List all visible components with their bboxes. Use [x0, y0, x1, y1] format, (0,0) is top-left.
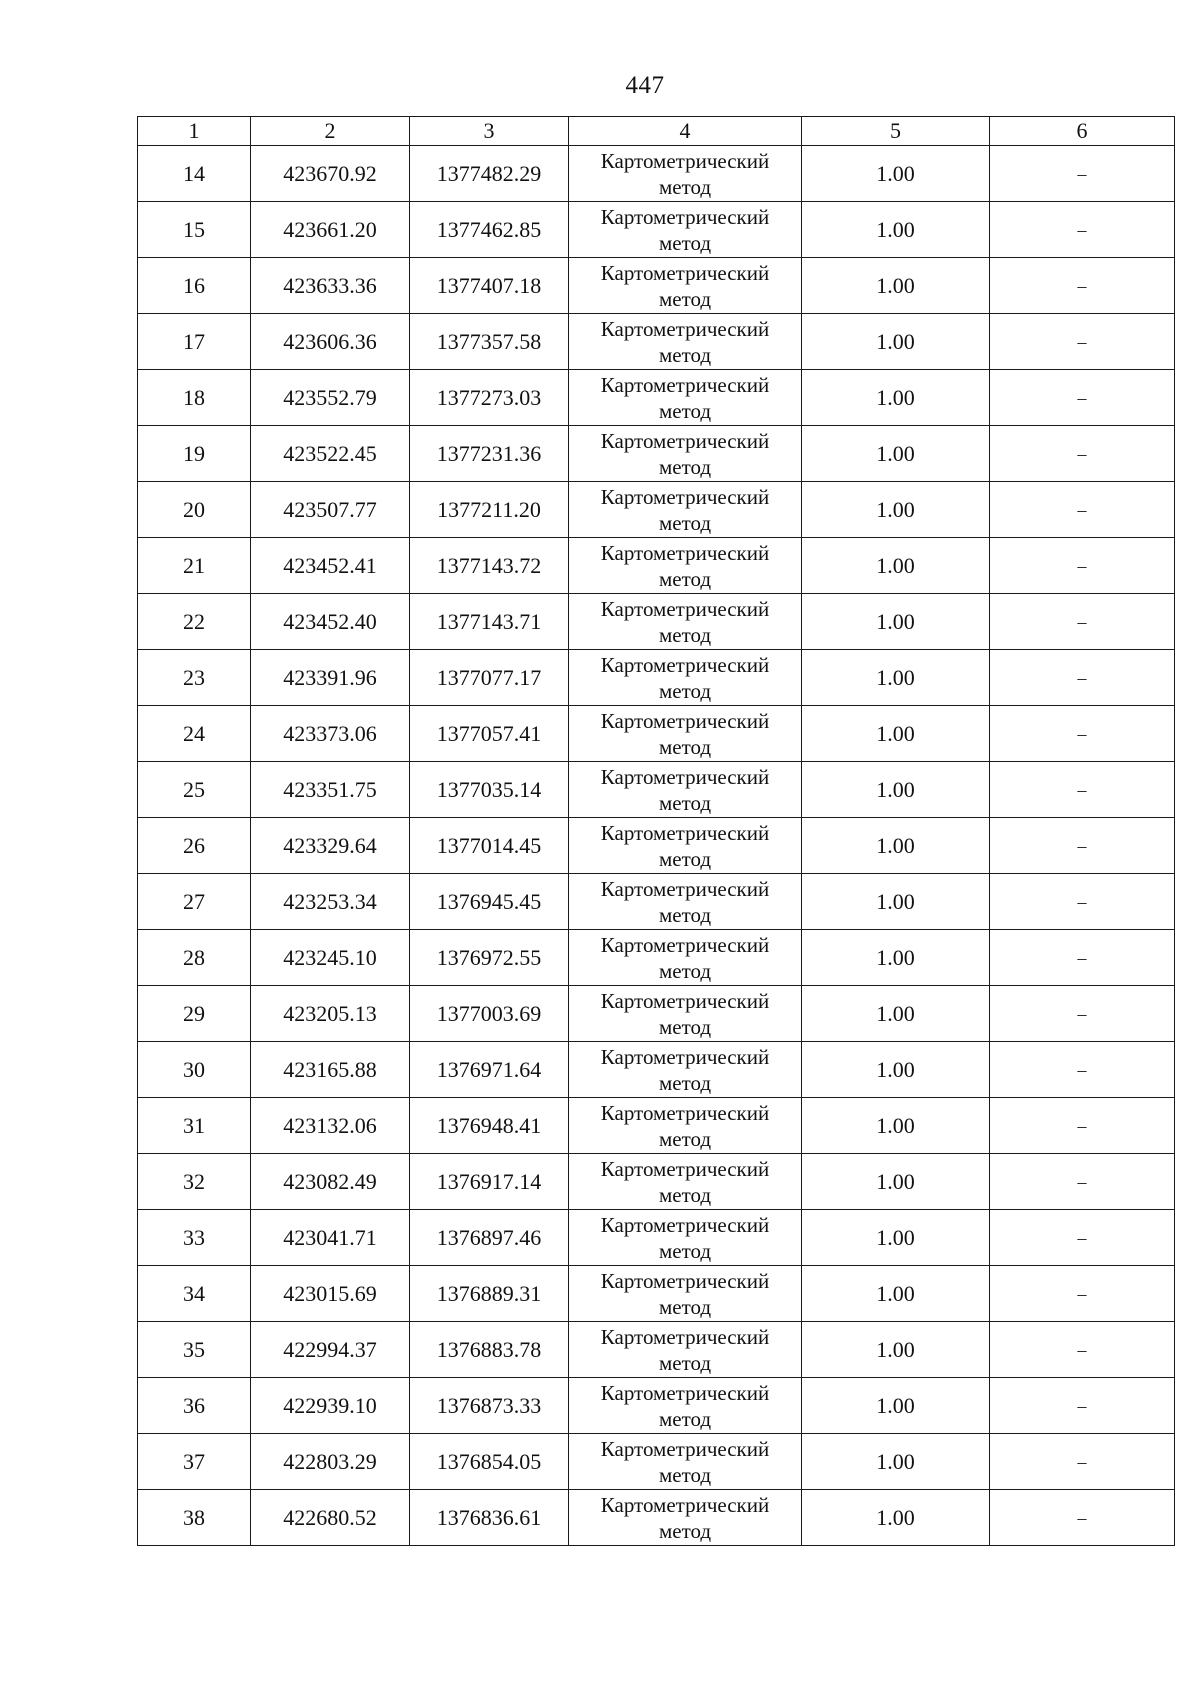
- method-line-2: метод: [658, 790, 712, 815]
- note-cell: –: [990, 1042, 1175, 1098]
- note-cell: –: [990, 426, 1175, 482]
- y-coordinate-cell: 1377035.14: [410, 762, 569, 818]
- x-coordinate-cell: 423670.92: [251, 146, 410, 202]
- method-line-1: Картометрический: [600, 596, 770, 621]
- x-coordinate-cell: 423507.77: [251, 482, 410, 538]
- table-row: [138, 818, 1175, 874]
- table-row: [138, 594, 1175, 650]
- table-row: [138, 258, 1175, 314]
- method-line-1: Картометрический: [600, 876, 770, 901]
- table-row: [138, 762, 1175, 818]
- y-coordinate-cell: 1376945.45: [410, 874, 569, 930]
- method-cell: [569, 370, 802, 426]
- x-coordinate-cell: 423041.71: [251, 1210, 410, 1266]
- accuracy-cell: 1.00: [802, 1154, 990, 1210]
- table-row: [138, 1378, 1175, 1434]
- y-coordinate-cell: 1377143.71: [410, 594, 569, 650]
- column-header: 3: [410, 117, 569, 146]
- method-line-2: метод: [658, 230, 712, 255]
- table-row: [138, 706, 1175, 762]
- point-number-cell: 24: [138, 706, 251, 762]
- x-coordinate-cell: 422680.52: [251, 1490, 410, 1546]
- note-cell: –: [990, 202, 1175, 258]
- method-cell: [569, 1154, 802, 1210]
- method-line-2: метод: [658, 622, 712, 647]
- point-number-cell: 26: [138, 818, 251, 874]
- point-number-cell: 18: [138, 370, 251, 426]
- method-cell: [569, 1210, 802, 1266]
- point-number-cell: 14: [138, 146, 251, 202]
- method-line-2: метод: [658, 286, 712, 311]
- y-coordinate-cell: 1376948.41: [410, 1098, 569, 1154]
- method-cell: [569, 874, 802, 930]
- method-cell: [569, 1490, 802, 1546]
- method-line-1: Картометрический: [600, 820, 770, 845]
- method-line-1: Картометрический: [600, 316, 770, 341]
- method-line-1: Картометрический: [600, 1380, 770, 1405]
- method-line-1: Картометрический: [600, 988, 770, 1013]
- table-row: [138, 426, 1175, 482]
- point-number-cell: 21: [138, 538, 251, 594]
- point-number-cell: 38: [138, 1490, 251, 1546]
- method-cell: [569, 706, 802, 762]
- method-line-2: метод: [658, 1014, 712, 1039]
- table-row: [138, 1098, 1175, 1154]
- accuracy-cell: 1.00: [802, 482, 990, 538]
- point-number-cell: 30: [138, 1042, 251, 1098]
- y-coordinate-cell: 1376889.31: [410, 1266, 569, 1322]
- column-header: 1: [138, 117, 251, 146]
- note-cell: –: [990, 146, 1175, 202]
- point-number-cell: 31: [138, 1098, 251, 1154]
- note-cell: –: [990, 314, 1175, 370]
- point-number-cell: 15: [138, 202, 251, 258]
- x-coordinate-cell: 423132.06: [251, 1098, 410, 1154]
- accuracy-cell: 1.00: [802, 1266, 990, 1322]
- method-line-2: метод: [658, 174, 712, 199]
- method-line-1: Картометрический: [600, 1156, 770, 1181]
- point-number-cell: 27: [138, 874, 251, 930]
- method-cell: [569, 538, 802, 594]
- method-line-1: Картометрический: [600, 1268, 770, 1293]
- method-cell: [569, 1434, 802, 1490]
- method-cell: [569, 258, 802, 314]
- point-number-cell: 28: [138, 930, 251, 986]
- accuracy-cell: 1.00: [802, 1490, 990, 1546]
- note-cell: –: [990, 1434, 1175, 1490]
- method-cell: [569, 986, 802, 1042]
- note-cell: –: [990, 1154, 1175, 1210]
- accuracy-cell: 1.00: [802, 1378, 990, 1434]
- method-cell: [569, 426, 802, 482]
- method-line-2: метод: [658, 678, 712, 703]
- method-line-2: метод: [658, 1182, 712, 1207]
- table-row: [138, 1266, 1175, 1322]
- point-number-cell: 33: [138, 1210, 251, 1266]
- method-line-2: метод: [658, 342, 712, 367]
- method-line-2: метод: [658, 454, 712, 479]
- point-number-cell: 36: [138, 1378, 251, 1434]
- table-row: [138, 1210, 1175, 1266]
- method-line-2: метод: [658, 1126, 712, 1151]
- method-line-2: метод: [658, 1238, 712, 1263]
- note-cell: –: [990, 650, 1175, 706]
- column-header: 4: [569, 117, 802, 146]
- point-number-cell: 19: [138, 426, 251, 482]
- method-line-2: метод: [658, 1350, 712, 1375]
- method-cell: [569, 146, 802, 202]
- x-coordinate-cell: 423015.69: [251, 1266, 410, 1322]
- method-cell: [569, 1042, 802, 1098]
- point-number-cell: 25: [138, 762, 251, 818]
- accuracy-cell: 1.00: [802, 762, 990, 818]
- x-coordinate-cell: 422994.37: [251, 1322, 410, 1378]
- accuracy-cell: 1.00: [802, 1434, 990, 1490]
- note-cell: –: [990, 258, 1175, 314]
- y-coordinate-cell: 1377482.29: [410, 146, 569, 202]
- method-cell: [569, 762, 802, 818]
- accuracy-cell: 1.00: [802, 538, 990, 594]
- note-cell: –: [990, 1266, 1175, 1322]
- note-cell: –: [990, 706, 1175, 762]
- method-line-1: Картометрический: [600, 1324, 770, 1349]
- x-coordinate-cell: 423373.06: [251, 706, 410, 762]
- accuracy-cell: 1.00: [802, 258, 990, 314]
- accuracy-cell: 1.00: [802, 594, 990, 650]
- x-coordinate-cell: 423633.36: [251, 258, 410, 314]
- note-cell: –: [990, 818, 1175, 874]
- y-coordinate-cell: 1377273.03: [410, 370, 569, 426]
- accuracy-cell: 1.00: [802, 874, 990, 930]
- x-coordinate-cell: 423082.49: [251, 1154, 410, 1210]
- accuracy-cell: 1.00: [802, 1322, 990, 1378]
- point-number-cell: 34: [138, 1266, 251, 1322]
- method-line-1: Картометрический: [600, 260, 770, 285]
- table-body: [138, 146, 1175, 1546]
- method-line-2: метод: [658, 1462, 712, 1487]
- method-line-1: Картометрический: [600, 652, 770, 677]
- table-row: [138, 650, 1175, 706]
- point-number-cell: 35: [138, 1322, 251, 1378]
- method-line-1: Картометрический: [600, 148, 770, 173]
- method-line-2: метод: [658, 902, 712, 927]
- note-cell: –: [990, 1378, 1175, 1434]
- method-line-2: метод: [658, 566, 712, 591]
- y-coordinate-cell: 1377462.85: [410, 202, 569, 258]
- method-line-2: метод: [658, 734, 712, 759]
- note-cell: –: [990, 986, 1175, 1042]
- y-coordinate-cell: 1376883.78: [410, 1322, 569, 1378]
- table-row: [138, 314, 1175, 370]
- table-row: [138, 1322, 1175, 1378]
- method-line-1: Картометрический: [600, 484, 770, 509]
- note-cell: –: [990, 930, 1175, 986]
- note-cell: –: [990, 762, 1175, 818]
- x-coordinate-cell: 423245.10: [251, 930, 410, 986]
- x-coordinate-cell: 423452.40: [251, 594, 410, 650]
- point-number-cell: 20: [138, 482, 251, 538]
- method-line-1: Картометрический: [600, 1044, 770, 1069]
- note-cell: –: [990, 594, 1175, 650]
- method-cell: [569, 1098, 802, 1154]
- point-number-cell: 16: [138, 258, 251, 314]
- method-line-1: Картометрический: [600, 764, 770, 789]
- y-coordinate-cell: 1376917.14: [410, 1154, 569, 1210]
- y-coordinate-cell: 1376873.33: [410, 1378, 569, 1434]
- table-row: [138, 1154, 1175, 1210]
- method-cell: [569, 1266, 802, 1322]
- note-cell: –: [990, 482, 1175, 538]
- x-coordinate-cell: 423452.41: [251, 538, 410, 594]
- point-number-cell: 23: [138, 650, 251, 706]
- method-line-1: Картометрический: [600, 708, 770, 733]
- accuracy-cell: 1.00: [802, 650, 990, 706]
- method-cell: [569, 1322, 802, 1378]
- accuracy-cell: 1.00: [802, 1098, 990, 1154]
- method-cell: [569, 482, 802, 538]
- method-line-1: Картометрический: [600, 540, 770, 565]
- method-cell: [569, 1378, 802, 1434]
- method-line-1: Картометрический: [600, 372, 770, 397]
- y-coordinate-cell: 1377143.72: [410, 538, 569, 594]
- x-coordinate-cell: 423253.34: [251, 874, 410, 930]
- note-cell: –: [990, 1210, 1175, 1266]
- y-coordinate-cell: 1376972.55: [410, 930, 569, 986]
- method-line-1: Картометрический: [600, 428, 770, 453]
- method-cell: [569, 594, 802, 650]
- table-row: [138, 482, 1175, 538]
- page-number: 447: [625, 72, 665, 99]
- table-row: [138, 1434, 1175, 1490]
- point-number-cell: 37: [138, 1434, 251, 1490]
- method-line-2: метод: [658, 1070, 712, 1095]
- column-header: 6: [990, 117, 1175, 146]
- table-row: [138, 874, 1175, 930]
- accuracy-cell: 1.00: [802, 202, 990, 258]
- x-coordinate-cell: 423329.64: [251, 818, 410, 874]
- table-row: [138, 986, 1175, 1042]
- accuracy-cell: 1.00: [802, 314, 990, 370]
- x-coordinate-cell: 423552.79: [251, 370, 410, 426]
- table-row: [138, 1042, 1175, 1098]
- x-coordinate-cell: 423351.75: [251, 762, 410, 818]
- coordinates-table: [137, 116, 1175, 1546]
- accuracy-cell: 1.00: [802, 930, 990, 986]
- method-line-1: Картометрический: [600, 1100, 770, 1125]
- point-number-cell: 22: [138, 594, 251, 650]
- y-coordinate-cell: 1376836.61: [410, 1490, 569, 1546]
- x-coordinate-cell: 423606.36: [251, 314, 410, 370]
- note-cell: –: [990, 1098, 1175, 1154]
- column-header: 2: [251, 117, 410, 146]
- note-cell: –: [990, 538, 1175, 594]
- table-row: [138, 1490, 1175, 1546]
- table-row: [138, 202, 1175, 258]
- method-line-2: метод: [658, 1518, 712, 1543]
- method-line-2: метод: [658, 1294, 712, 1319]
- note-cell: –: [990, 1490, 1175, 1546]
- method-cell: [569, 818, 802, 874]
- y-coordinate-cell: 1377211.20: [410, 482, 569, 538]
- accuracy-cell: 1.00: [802, 986, 990, 1042]
- accuracy-cell: 1.00: [802, 818, 990, 874]
- method-cell: [569, 930, 802, 986]
- y-coordinate-cell: 1377357.58: [410, 314, 569, 370]
- y-coordinate-cell: 1377077.17: [410, 650, 569, 706]
- table-header: [138, 117, 1175, 146]
- accuracy-cell: 1.00: [802, 146, 990, 202]
- y-coordinate-cell: 1377003.69: [410, 986, 569, 1042]
- accuracy-cell: 1.00: [802, 370, 990, 426]
- x-coordinate-cell: 423661.20: [251, 202, 410, 258]
- y-coordinate-cell: 1377014.45: [410, 818, 569, 874]
- note-cell: –: [990, 370, 1175, 426]
- x-coordinate-cell: 423522.45: [251, 426, 410, 482]
- method-line-2: метод: [658, 398, 712, 423]
- method-line-1: Картометрический: [600, 204, 770, 229]
- y-coordinate-cell: 1376971.64: [410, 1042, 569, 1098]
- x-coordinate-cell: 422803.29: [251, 1434, 410, 1490]
- table-row: [138, 370, 1175, 426]
- y-coordinate-cell: 1376854.05: [410, 1434, 569, 1490]
- method-cell: [569, 314, 802, 370]
- method-line-2: метод: [658, 958, 712, 983]
- y-coordinate-cell: 1377407.18: [410, 258, 569, 314]
- method-line-2: метод: [658, 846, 712, 871]
- method-line-2: метод: [658, 1406, 712, 1431]
- x-coordinate-cell: 423205.13: [251, 986, 410, 1042]
- table-row: [138, 538, 1175, 594]
- y-coordinate-cell: 1376897.46: [410, 1210, 569, 1266]
- y-coordinate-cell: 1377231.36: [410, 426, 569, 482]
- accuracy-cell: 1.00: [802, 706, 990, 762]
- accuracy-cell: 1.00: [802, 426, 990, 482]
- method-line-1: Картометрический: [600, 1436, 770, 1461]
- method-cell: [569, 202, 802, 258]
- method-line-2: метод: [658, 510, 712, 535]
- method-line-1: Картометрический: [600, 1492, 770, 1517]
- y-coordinate-cell: 1377057.41: [410, 706, 569, 762]
- note-cell: –: [990, 1322, 1175, 1378]
- accuracy-cell: 1.00: [802, 1042, 990, 1098]
- accuracy-cell: 1.00: [802, 1210, 990, 1266]
- method-line-1: Картометрический: [600, 1212, 770, 1237]
- x-coordinate-cell: 423165.88: [251, 1042, 410, 1098]
- x-coordinate-cell: 423391.96: [251, 650, 410, 706]
- point-number-cell: 29: [138, 986, 251, 1042]
- x-coordinate-cell: 422939.10: [251, 1378, 410, 1434]
- header-row: [138, 117, 1175, 146]
- point-number-cell: 17: [138, 314, 251, 370]
- method-line-1: Картометрический: [600, 932, 770, 957]
- point-number-cell: 32: [138, 1154, 251, 1210]
- column-header: 5: [802, 117, 990, 146]
- table-row: [138, 930, 1175, 986]
- method-cell: [569, 650, 802, 706]
- note-cell: –: [990, 874, 1175, 930]
- table-row: [138, 146, 1175, 202]
